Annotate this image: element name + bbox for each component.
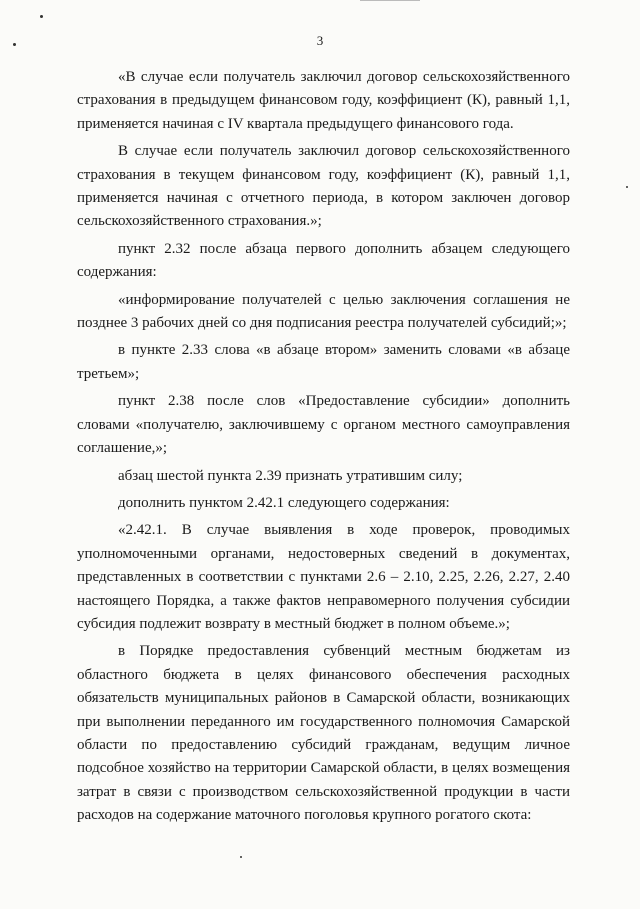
scan-speck <box>626 186 628 188</box>
scan-speck <box>240 856 242 858</box>
paragraph: «2.42.1. В случае выявления в ходе проверок, проводимых уполномоченными органами, недостоверных сведений в документах, представленных в соответствии с пунктами 2.6 – 2.10, 2.25, 2.26, 2.27, 2.40 настоящего Порядка, а также фактов неправомерного получения субсидии субсидия подлежит возврату в местный бюджет в полном объеме.»; <box>77 522 570 632</box>
paragraph: «информирование получателей с целью заключения соглашения не позднее 3 рабочих дней со дня подписания реестра получателей субсидий;»; <box>77 291 570 332</box>
paragraph: в Порядке предоставления субвенций местным бюджетам из областного бюджета в целях финансового обеспечения расходных обязательств муниципальных районов в Самарской области, возникающих при выполнении переданного им государственного полномочия Самарской области по предоставлению субсидий гражданам, ведущим личное подсобное хозяйство на территории Самарской области, в целях возмещения затрат в связи с производством сельскохозяйственной продукции в части расходов на содержание маточного поголовья крупного рогатого скота: <box>77 643 570 824</box>
document-body <box>77 66 570 832</box>
paragraph: пункт 2.32 после абзаца первого дополнить абзацем следующего содержания: <box>77 240 570 281</box>
paragraph: в пункте 2.33 слова «в абзаце втором» заменить словами «в абзаце третьем»; <box>77 342 570 382</box>
paragraph: В случае если получатель заключил договор сельскохозяйственного страхования в текущем финансовом году, коэффициент (К), равный 1,1, применяется начиная с отчетного периода, в котором заключен договор сельскохозяйственного страхования.»; <box>77 143 570 230</box>
scan-edge-line <box>360 0 420 1</box>
paragraph: дополнить пунктом 2.42.1 следующего содержания: <box>118 494 450 511</box>
paragraph: «В случае если получатель заключил договор сельскохозяйственного страхования в предыдущем финансовом году, коэффициент (К), равный 1,1, применяется начиная с IV квартала предыдущего финансового года. <box>77 69 570 132</box>
page-number: 3 <box>316 33 324 48</box>
paragraph: абзац шестой пункта 2.39 признать утратившим силу; <box>118 467 463 484</box>
paragraph: пункт 2.38 после слов «Предоставление субсидии» дополнить словами «получателю, заключившему с органом местного самоуправления соглашение,»; <box>77 393 570 457</box>
scan-speck <box>40 15 43 18</box>
